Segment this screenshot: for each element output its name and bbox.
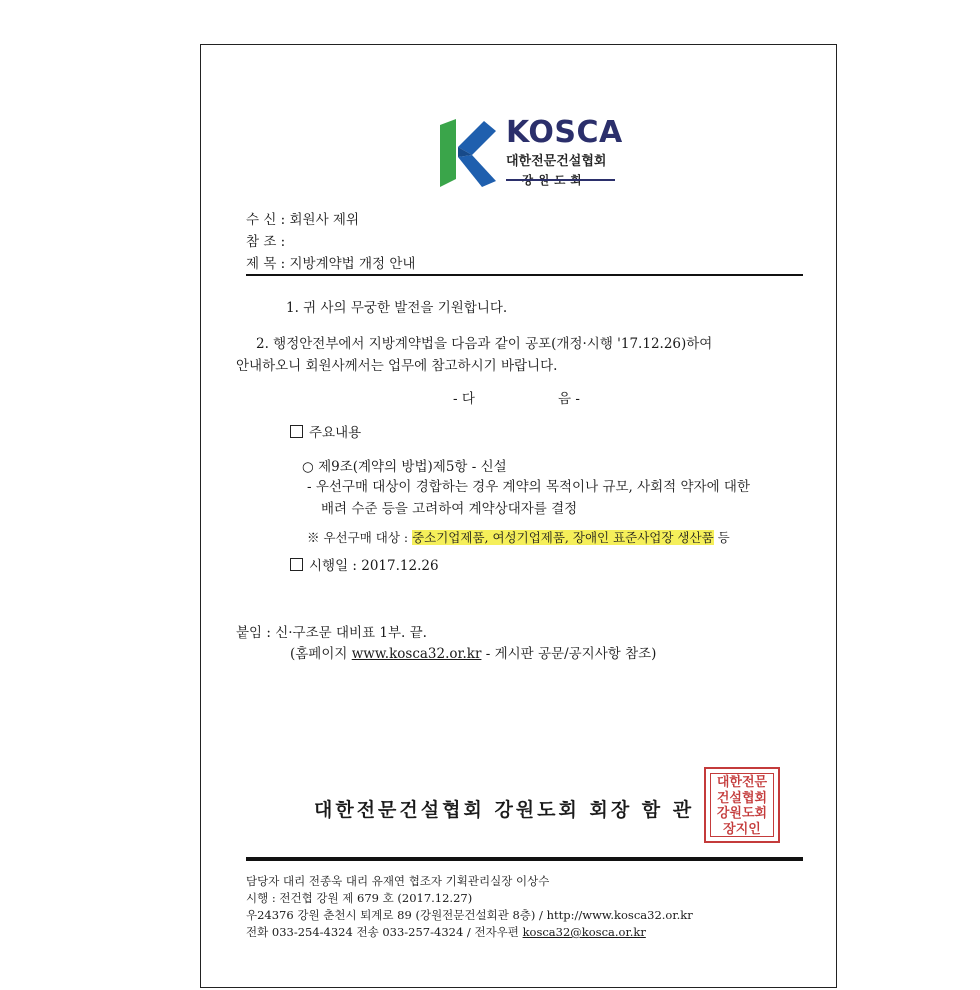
effective-date-label: 시행일 : 2017.12.26 [309, 558, 439, 574]
footer-staff: 담당자 대리 전종욱 대리 유재연 협조자 기획관리실장 이상수 [246, 874, 550, 888]
attachment-line-1: 붙임 : 신·구조문 대비표 1부. 끝. [236, 625, 427, 641]
section-effective-date [290, 557, 439, 575]
item-line-1: - 우선구매 대상이 경합하는 경우 계약의 목적이나 규모, 사회적 약자에 대한 [307, 479, 750, 495]
item-title: ○ 제9조(계약의 방법)제5항 - 신설 [302, 459, 507, 475]
priority-note [307, 529, 730, 547]
footer-contact [246, 924, 646, 941]
item-line-2: 배려 수준 등을 고려하여 계약상대자를 결정 [321, 501, 578, 517]
section-main-label: 주요내용 [309, 425, 362, 441]
note-prefix: ※ 우선구매 대상 : [307, 530, 409, 545]
logo-name: KOSCA [506, 115, 623, 150]
attachment-suffix: - 게시판 공문/공지사항 참조) [485, 646, 657, 662]
attachment-line-2 [290, 645, 656, 663]
signature-text: 대한전문건설협회 강원도회 회장 함 관 [314, 799, 695, 821]
logo-underline [506, 179, 615, 181]
attachment-prefix: (홈페이지 [290, 646, 348, 662]
kosca-logo [432, 115, 623, 187]
footer-address: 우24376 강원 춘천시 퇴계로 89 (강원전문건설회관 8층) / http://www.kosca32.or.kr [246, 908, 693, 922]
recipient-value: 회원사 제위 [289, 212, 360, 228]
footer-phone: 전화 033-254-4324 전송 033-257-4324 / 전자우편 [246, 925, 519, 939]
header-divider [246, 274, 803, 276]
da-eum-left: - 다 [453, 391, 475, 407]
checkbox-square-icon [290, 425, 303, 438]
homepage-link[interactable]: www.kosca32.or.kr [351, 646, 482, 662]
note-suffix: 등 [717, 530, 730, 545]
paragraph-2-line1: 2. 행정안전부에서 지방계약법을 다음과 같이 공포(개정·시행 '17.12.26)하여 [256, 336, 713, 352]
checkbox-square-icon [290, 558, 303, 571]
subject-row [246, 255, 415, 273]
footer-email-link[interactable]: kosca32@kosca.or.kr [522, 925, 646, 939]
reference-row [246, 233, 285, 251]
subject-key: 제 목 : [246, 256, 286, 272]
note-highlight: 중소기업제품, 여성기업제품, 장애인 표준사업장 생산품 [412, 530, 714, 545]
official-seal [704, 767, 780, 843]
paragraph-2-line2: 안내하오니 회원사께서는 업무에 참고하시기 바랍니다. [236, 358, 558, 374]
recipient-row [246, 211, 359, 229]
section-main-content [290, 424, 361, 442]
document-page [200, 44, 837, 988]
footer-issue: 시행 : 전건협 강원 제 679 호 (2017.12.27) [246, 891, 473, 905]
paragraph-1: 1. 귀 사의 무궁한 발전을 기원합니다. [286, 300, 508, 316]
reference-key: 참 조 : [246, 234, 286, 250]
footer-divider [246, 857, 803, 861]
subject-value: 지방계약법 개정 안내 [289, 256, 416, 272]
da-eum-right: 음 - [558, 391, 580, 407]
logo-org: 대한전문건설협회 [506, 154, 607, 169]
recipient-key: 수 신 : [246, 212, 286, 228]
seal-text: 대한전문건설협회강원도회장지인 [716, 775, 768, 837]
logo-text [506, 117, 623, 188]
kosca-k-icon [432, 117, 500, 189]
